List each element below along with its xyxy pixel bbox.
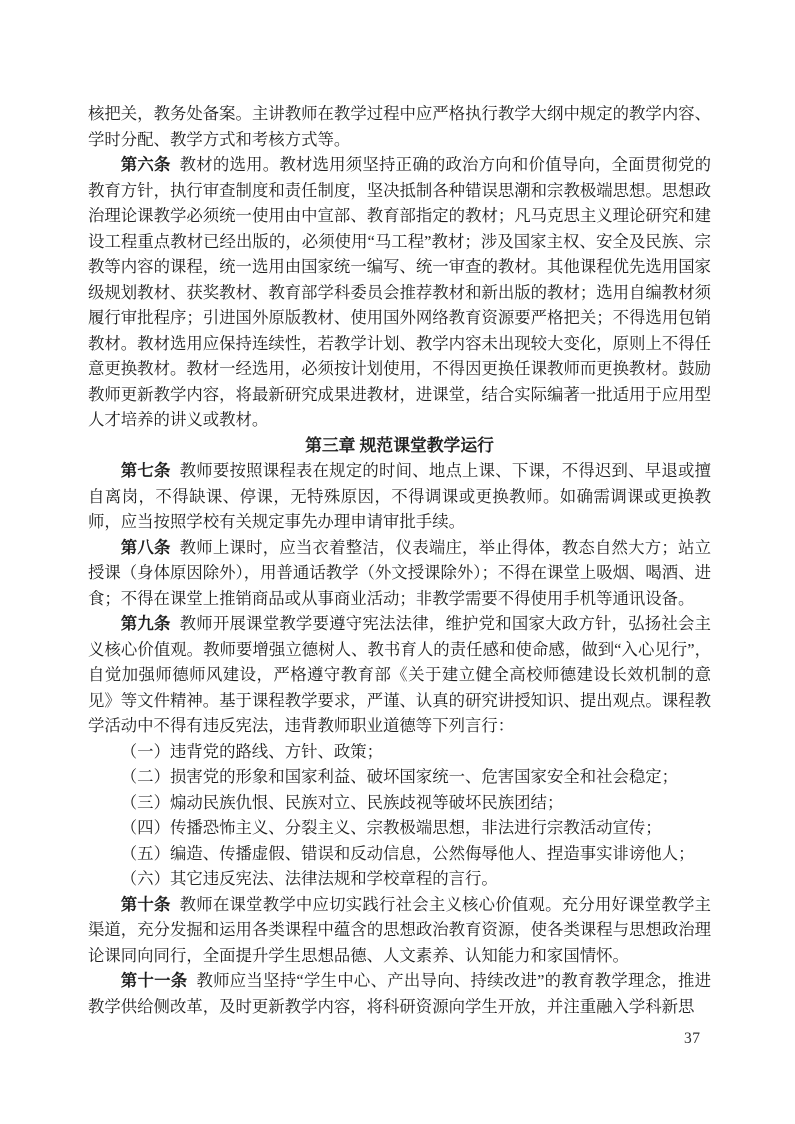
paragraph-continuation: 核把关，教务处备案。主讲教师在教学过程中应严格执行教学大纲中规定的教学内容、学时分配、教学方式和考核方式等。: [88, 104, 711, 149]
article-10-text: 教师在课堂教学中应切实践行社会主义核心价值观。充分用好课堂教学主渠道，充分发掘和运用各类课程中蕴含的思想政治教育资源，使各类课程与思想政治理论课同向同行，全面提升学生思想品德、人文素养、认知能力和家国情怀。: [88, 894, 712, 965]
article-9-text: 教师开展课堂教学要遵守宪法法律，维护党和国家大政方针，弘扬社会主义核心价值观。教师要增强立德树人、教书育人的责任感和使命感，做到“入心见行”，自觉加强师德师风建设，严格遵守教育部《关于建立健全高校师德建设长效机制的意见》等文件精神。基于课程教学要求，严谨、认真的研究讲授知识、提出观点。课程教学活动中不得有违反宪法，违背教师职业道德等下列言行：: [88, 614, 712, 735]
article-9-label: 第九条: [120, 614, 171, 633]
prohibited-item-1: （一）违背党的路线、方针、政策；: [120, 741, 384, 761]
article-7-text: 教师要按照课程表在规定的时间、地点上课、下课，不得迟到、早退或擅自离岗，不得缺课、停课，无特殊原因，不得调课或更换教师。如确需调课或更换教师，应当按照学校有关规定事先办理申请审批手续。: [88, 461, 712, 531]
article-8-label: 第八条: [120, 537, 171, 557]
article-10-label: 第十条: [120, 894, 171, 914]
document-content: [88, 101, 711, 1019]
prohibited-item-2: （二）损害党的形象和国家利益、破坏国家统一、危害国家安全和社会稳定；: [120, 767, 679, 786]
prohibited-item-4: （四）传播恐怖主义、分裂主义、宗教极端思想，非法进行宗教活动宣传；: [120, 818, 662, 837]
article-6-label: 第六条: [120, 155, 171, 174]
prohibited-item-5: （五）编造、传播虚假、错误和反动信息，公然侮辱他人、捏造事实诽谤他人；: [120, 843, 695, 863]
prohibited-item-6: （六）其它违反宪法、法律法规和学校章程的言行。: [120, 869, 498, 888]
chapter-3-heading: 第三章 规范课堂教学运行: [305, 435, 494, 455]
article-7-paragraph: [88, 458, 711, 535]
article-9-paragraph: [88, 611, 711, 739]
article-6-text: 教材的选用。教材选用须坚持正确的政治方向和价值导向，全面贯彻党的教育方针，执行审查制度和责任制度，坚决抵制各种错误思潮和宗教极端思想。思想政治理论课教学必须统一使用由中宣部、教育部指定的教材；凡马克思主义理论研究和建设工程重点教材已经出版的，必须使用“马工程”教材；涉及国家主权、安全及民族、宗教等内容的课程，统一选用由国家统一编写、统一审查的教材。其他课程优先选用国家级规划教材、获奖教材、教育部学科委员会推荐教材和新出版的教材；选用自编教材须履行审批程序；引进国外原版教材、使用国外网络教育资源要严格把关；不得选用包销教材。教材选用应保持连续性，若教学计划、教学内容未出现较大变化，原则上不得任意更换教材。教材一经选用，必须按计划使用，不得因更换任课教师而更换教材。鼓励教师更新教学内容，将最新研究成果进教材，进课堂，结合实际编著一批适用于应用型人才培养的讲义或教材。: [88, 155, 712, 429]
page-number: 37: [684, 1030, 701, 1047]
article-7-label: 第七条: [120, 461, 171, 480]
article-8-paragraph: [88, 535, 711, 612]
article-6-paragraph: [88, 152, 711, 433]
prohibited-item-3: （三）煽动民族仇恨、民族对立、民族歧视等破坏民族团结；: [120, 792, 564, 812]
article-11-text: 教师应当坚持“学生中心、产出导向、持续改进”的教育教学理念，推进教学供给侧改革，及时更新教学内容，将科研资源向学生开放，并注重融入学科新思: [88, 971, 711, 1016]
article-11-label: 第十一条: [120, 971, 188, 990]
article-8-text: 教师上课时，应当衣着整洁，仪表端庄，举止得体，教态自然大方；站立授课（身体原因除外），用普通话教学（外文授课除外）；不得在课堂上吸烟、喝酒、进食；不得在课堂上推销商品或从事商业活动；非教学需要不得使用手机等通讯设备。: [88, 537, 712, 608]
article-10-paragraph: [88, 892, 711, 969]
article-11-paragraph: [88, 968, 711, 1019]
